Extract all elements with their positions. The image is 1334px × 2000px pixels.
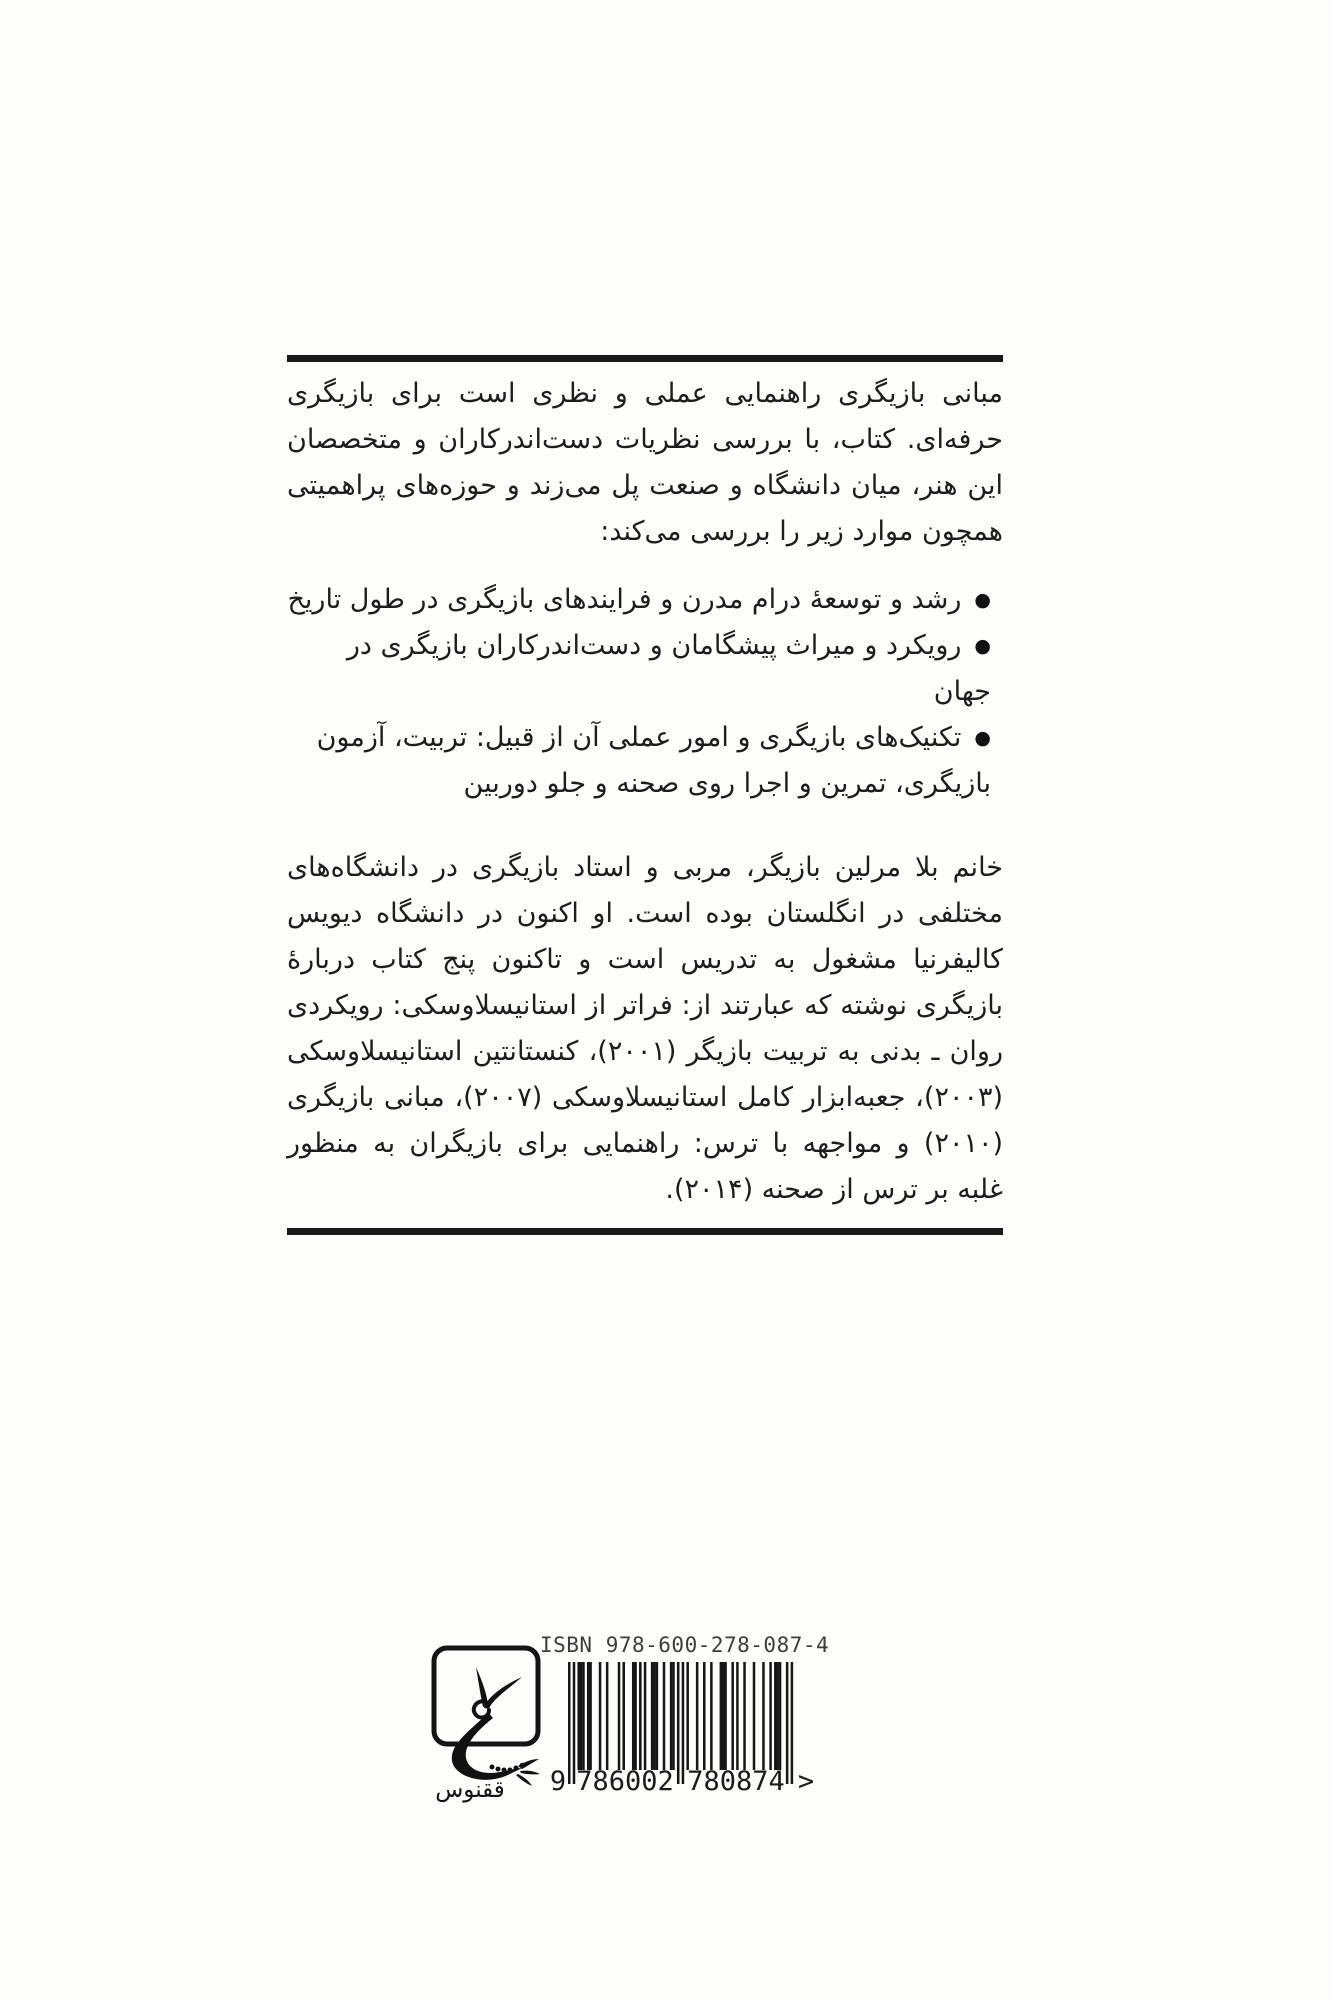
phoenix-logo-icon — [426, 1642, 548, 1804]
bullet-item — [287, 577, 991, 623]
isbn-block — [540, 1633, 830, 1794]
barcode-digits-group1: 786002 — [576, 1766, 674, 1794]
bullet-dot-icon: ● — [974, 635, 991, 657]
bullet-dot-icon: ● — [974, 589, 991, 611]
barcode-end-char: > — [797, 1766, 815, 1794]
publisher-script: ققنوس — [435, 1777, 505, 1803]
ean13-barcode — [540, 1662, 818, 1794]
bullet-text: رشد و توسعۀ درام مدرن و فرایندهای بازیگری در طول تاریخ — [287, 584, 962, 615]
author-bio-paragraph: خانم بلا مرلین بازیگر، مربی و استاد بازیگری در دانشگاه‌های مختلفی در انگلستان بوده است. او اکنون در دانشگاه دیویس کالیفرنیا مشغول به تدریس است و تاکنون پنج کتاب دربارۀ بازیگری نوشته که عبارتند از: فراتر از استانیسلاوسکی: رویکردی روان ـ بدنی به تربیت بازیگر (۲۰۰۱)، کنستانتین استانیسلاوسکی (۲۰۰۳)، جعبه‌ابزار کامل استانیسلاوسکی (۲۰۰۷)، مبانی بازیگری (۲۰۱۰) و مواجهه با ترس: راهنمایی برای بازیگران به منظور غلبه بر ترس از صحنه (۲۰۱۴). — [287, 852, 1004, 1205]
bottom-rule — [287, 1228, 1003, 1235]
back-cover-text-block — [287, 355, 1003, 1235]
barcode-digits-group2: 780874 — [687, 1766, 785, 1794]
bullet-text: تکنیک‌های بازیگری و امور عملی آن از قبیل: تربیت، آزمون بازیگری، تمرین و اجرا روی صحنه و جلو دوربین — [316, 722, 991, 799]
bullet-text: رویکرد و میراث پیشگامان و دست‌اندرکاران بازیگری در جهان — [346, 630, 991, 707]
isbn-label: ISBN 978-600-278-087-4 — [540, 1633, 830, 1657]
bullet-item — [287, 623, 991, 715]
top-rule — [287, 355, 1003, 362]
intro-paragraph: مبانی بازیگری راهنمایی عملی و نظری است برای بازیگری حرفه‌ای. کتاب، با بررسی نظریات دست‌اندرکاران و متخصصان این هنر، میان دانشگاه و صنعت پل می‌زند و حوزه‌های پراهمیتی همچون موارد زیر را بررسی می‌کند: — [287, 378, 1003, 547]
barcode-digit-left: 9 — [549, 1766, 567, 1794]
bullet-item — [287, 715, 991, 807]
bullet-list — [287, 577, 1003, 807]
publisher-logo — [426, 1642, 548, 1804]
bullet-dot-icon: ● — [974, 727, 991, 749]
